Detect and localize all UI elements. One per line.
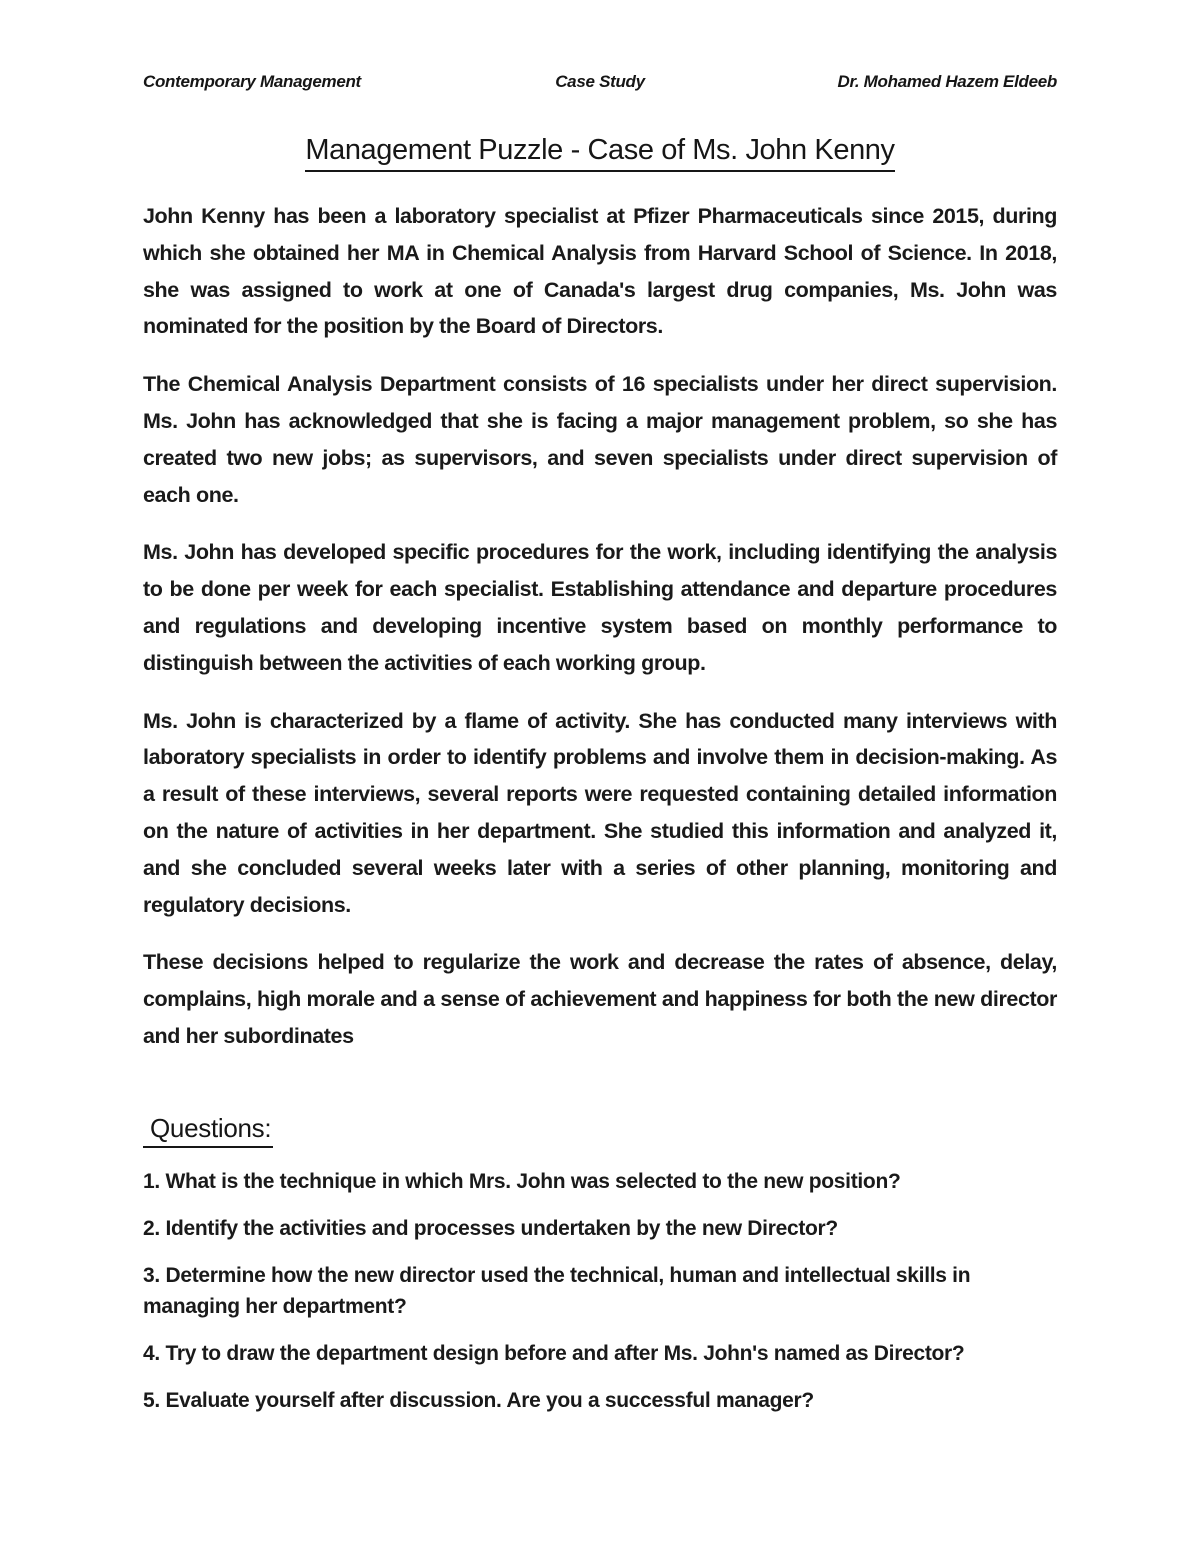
document-header [143, 72, 1057, 92]
questions-heading-container [143, 1113, 1057, 1148]
paragraph-background: John Kenny has been a laboratory specialist at Pfizer Pharmaceuticals since 2015, during which she obtained her MA in Chemical Analysis from Harvard School of Science. In 2018, she was assigned to work at one of Canada's largest drug companies, Ms. John was nominated for the position by the Board of Directors. [143, 204, 1057, 339]
header-course-name: Contemporary Management [143, 72, 361, 91]
question-4: 4. Try to draw the department design before and after Ms. John's named as Director? [143, 1341, 965, 1365]
questions-list [143, 1166, 1057, 1416]
question-1: 1. What is the technique in which Mrs. John was selected to the new position? [143, 1169, 901, 1193]
title-container [143, 134, 1057, 172]
question-2: 2. Identify the activities and processes undertaken by the new Director? [143, 1216, 838, 1240]
questions-heading: Questions: [143, 1113, 273, 1148]
header-author-name: Dr. Mohamed Hazem Eldeeb [837, 72, 1057, 91]
question-5: 5. Evaluate yourself after discussion. Are you a successful manager? [143, 1388, 814, 1412]
question-3: 3. Determine how the new director used the technical, human and intellectual skills in managing her department? [143, 1263, 971, 1318]
case-study-body [143, 198, 1057, 1055]
paragraph-outcomes: These decisions helped to regularize the work and decrease the rates of absence, delay, complains, high morale and a sense of achievement and happiness for both the new director and her subordinates [143, 950, 1057, 1048]
page-title: Management Puzzle - Case of Ms. John Kenny [305, 134, 894, 172]
paragraph-interviews: Ms. John is characterized by a flame of activity. She has conducted many interviews with laboratory specialists in order to identify problems and involve them in decision-making. As a result of these interviews, several reports were requested containing detailed information on the nature of activities in her department. She studied this information and analyzed it, and she concluded several weeks later with a series of other planning, monitoring and regulatory decisions. [143, 708, 1057, 917]
paragraph-department: The Chemical Analysis Department consists of 16 specialists under her direct supervision. Ms. John has acknowledged that she is facing a major management problem, so she has created two new jobs; as supervisors, and seven specialists under direct supervision of each one. [143, 372, 1057, 507]
paragraph-procedures: Ms. John has developed specific procedures for the work, including identifying the analysis to be done per week for each specialist. Establishing attendance and departure procedures and regulations and developing incentive system based on monthly performance to distinguish between the activities of each working group. [143, 540, 1057, 675]
header-doc-type: Case Study [555, 72, 645, 91]
